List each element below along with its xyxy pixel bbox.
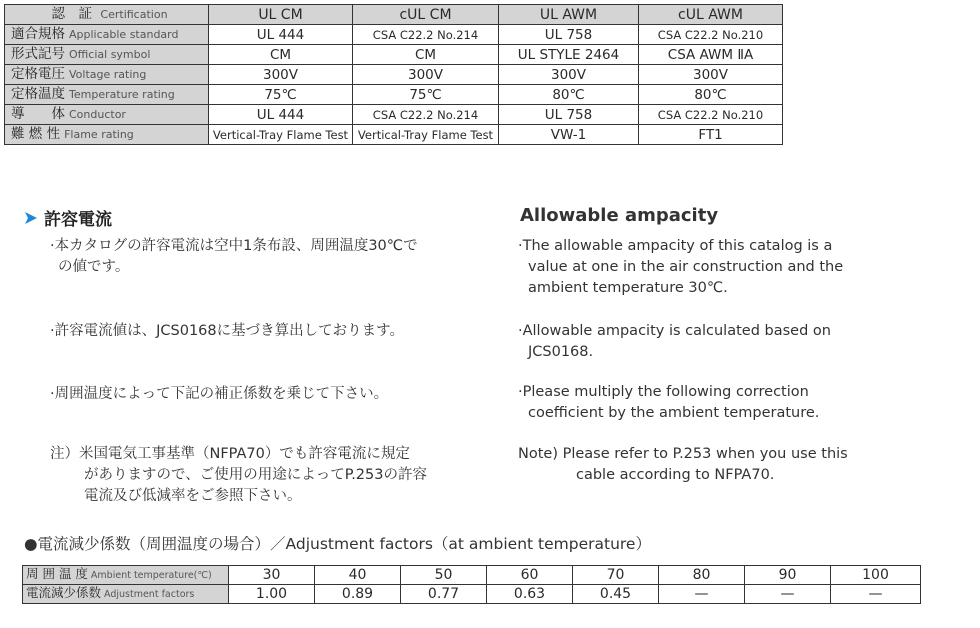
en-paragraph-3 xyxy=(518,382,944,424)
table-cell: 300V xyxy=(499,65,639,85)
table-row xyxy=(5,105,783,125)
table-cell: 80℃ xyxy=(499,85,639,105)
text-line: JCS0168. xyxy=(528,344,594,360)
row-label-en: Applicable standard xyxy=(69,28,179,41)
text-line: の値です。 xyxy=(58,259,130,275)
cert-header-row xyxy=(5,5,783,25)
certification-table xyxy=(4,4,783,145)
table-cell: 75℃ xyxy=(353,85,499,105)
table-row xyxy=(23,585,921,604)
table-cell: VW-1 xyxy=(499,125,639,145)
table-cell: 0.63 xyxy=(487,585,573,604)
row-label xyxy=(23,566,229,585)
table-cell: 80℃ xyxy=(639,85,783,105)
row-label xyxy=(5,105,209,125)
table-cell: 60 xyxy=(487,566,573,585)
table-cell: — xyxy=(659,585,745,604)
text-line: coefficient by the ambient temperature. xyxy=(528,405,820,421)
table-cell: CSA AWM ⅡA xyxy=(639,45,783,65)
table-row xyxy=(5,45,783,65)
row-label xyxy=(5,125,209,145)
text-line: ·The allowable ampacity of this catalog is a xyxy=(518,238,833,254)
table-cell: UL 758 xyxy=(499,105,639,125)
row-label-en: Flame rating xyxy=(64,128,134,141)
en-paragraph-1 xyxy=(518,236,944,299)
table-cell: 90 xyxy=(745,566,831,585)
table-cell: UL 444 xyxy=(209,25,353,45)
row-label-en: Temperature rating xyxy=(69,88,175,101)
table-cell: CSA C22.2 No.210 xyxy=(639,25,783,45)
row-label-en: Ambient temperature(℃) xyxy=(90,570,212,581)
table-cell: FT1 xyxy=(639,125,783,145)
table-cell: UL 758 xyxy=(499,25,639,45)
cert-col-header: UL AWM xyxy=(499,5,639,25)
cert-header-label-ja: 認 証 xyxy=(51,6,92,22)
table-cell: CM xyxy=(209,45,353,65)
cert-col-header: cUL CM xyxy=(353,5,499,25)
text-line: ·Allowable ampacity is calculated based on xyxy=(518,323,831,339)
row-label xyxy=(5,45,209,65)
text-line: ambient temperature 30℃. xyxy=(528,280,728,296)
table-cell: 0.77 xyxy=(401,585,487,604)
table-cell: 50 xyxy=(401,566,487,585)
row-label-ja: 周 囲 温 度 xyxy=(26,566,88,581)
table-cell: 300V xyxy=(353,65,499,85)
table-row xyxy=(5,65,783,85)
text-line: Note) Please refer to P.253 when you use this xyxy=(518,446,848,462)
row-label xyxy=(5,65,209,85)
table-cell: 1.00 xyxy=(229,585,315,604)
table-cell: 300V xyxy=(639,65,783,85)
text-line: がありますので、ご使用の用途によってP.253の許容 xyxy=(84,467,427,483)
table-cell: 70 xyxy=(573,566,659,585)
row-label-ja: 定格電圧 xyxy=(11,66,65,82)
adjustment-table xyxy=(22,565,921,604)
table-cell: Vertical-Tray Flame Test xyxy=(209,125,353,145)
cert-header-label-en: Certification xyxy=(100,8,168,21)
table-cell: — xyxy=(745,585,831,604)
table-row xyxy=(23,566,921,585)
row-label-ja: 定格温度 xyxy=(11,86,65,102)
table-cell: 0.45 xyxy=(573,585,659,604)
table-cell: Vertical-Tray Flame Test xyxy=(353,125,499,145)
text-line: 注）米国電気工事基準（NFPA70）でも許容電流に規定 xyxy=(50,446,410,462)
table-cell: CSA C22.2 No.210 xyxy=(639,105,783,125)
row-label-en: Conductor xyxy=(69,108,126,121)
text-line: 電流及び低減率をご参照下さい。 xyxy=(84,488,302,504)
text-line: ·Please multiply the following correction xyxy=(518,384,809,400)
adjustment-title: ●電流減少係数（周囲温度の場合）／Adjustment factors（at ambient temperature） xyxy=(24,535,651,553)
cert-header-label xyxy=(5,5,209,25)
text-line: value at one in the air construction and the xyxy=(528,259,844,275)
en-note xyxy=(518,444,948,486)
section-heading-en: Allowable ampacity xyxy=(520,205,719,226)
row-label xyxy=(5,25,209,45)
table-row xyxy=(5,25,783,45)
table-cell: 30 xyxy=(229,566,315,585)
table-cell: 0.89 xyxy=(315,585,401,604)
table-cell: 75℃ xyxy=(209,85,353,105)
text-line: ·本カタログの許容電流は空中1条布設、周囲温度30℃で xyxy=(50,238,418,254)
table-cell: CSA C22.2 No.214 xyxy=(353,105,499,125)
row-label-ja: 適合規格 xyxy=(11,26,65,42)
cert-col-header: UL CM xyxy=(209,5,353,25)
row-label-ja: 難 燃 性 xyxy=(11,126,61,142)
jp-paragraph-3: ·周囲温度によって下記の補正係数を乗じて下さい。 xyxy=(50,386,389,402)
jp-paragraph-1 xyxy=(50,236,490,278)
table-cell: CSA C22.2 No.214 xyxy=(353,25,499,45)
row-label-ja: 導 体 xyxy=(11,106,65,122)
table-cell: CM xyxy=(353,45,499,65)
en-paragraph-2 xyxy=(518,321,944,363)
table-cell: UL 444 xyxy=(209,105,353,125)
table-cell: 80 xyxy=(659,566,745,585)
table-row xyxy=(5,125,783,145)
section-heading-ja-text: 許容電流 xyxy=(44,210,112,230)
jp-note xyxy=(50,444,490,507)
jp-paragraph-2: ·許容電流値は、JCS0168に基づき算出しております。 xyxy=(50,323,404,339)
table-cell: UL STYLE 2464 xyxy=(499,45,639,65)
table-cell: 100 xyxy=(831,566,921,585)
row-label-ja: 電流減少係数 xyxy=(26,585,102,600)
row-label xyxy=(23,585,229,604)
table-row xyxy=(5,85,783,105)
table-cell: — xyxy=(831,585,921,604)
row-label-ja: 形式記号 xyxy=(11,46,65,62)
row-label-en: Official symbol xyxy=(69,48,151,61)
cert-col-header: cUL AWM xyxy=(639,5,783,25)
row-label-en: Voltage rating xyxy=(69,68,147,81)
row-label xyxy=(5,85,209,105)
text-line: cable according to NFPA70. xyxy=(576,467,775,483)
section-heading-ja xyxy=(24,205,112,230)
table-cell: 40 xyxy=(315,566,401,585)
chevron-right-icon xyxy=(24,210,38,230)
table-cell: 300V xyxy=(209,65,353,85)
row-label-en: Adjustment factors xyxy=(104,589,195,600)
